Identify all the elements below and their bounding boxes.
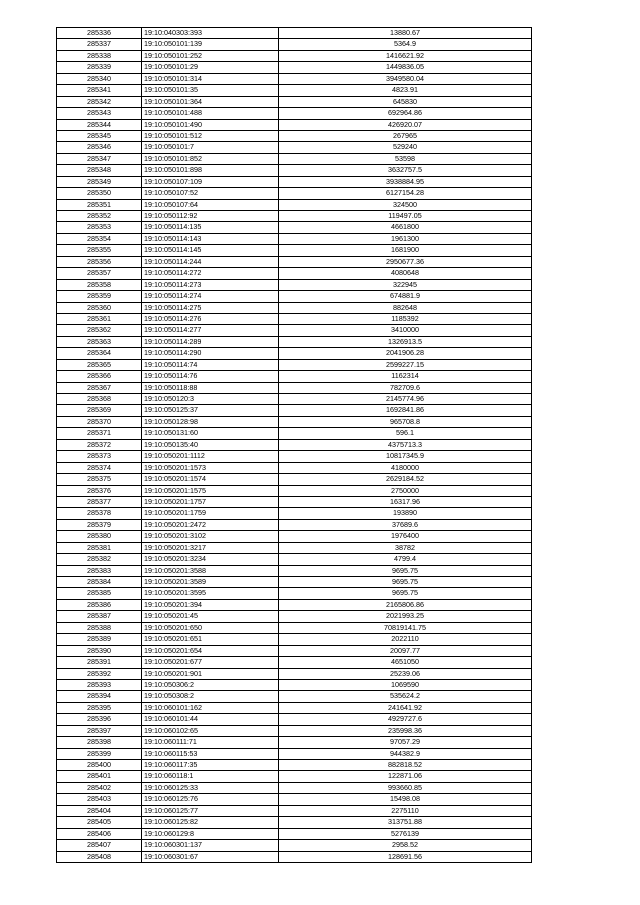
table-row (57, 554, 532, 565)
cadastral-number-cell: 19:10:050114:76 (142, 371, 279, 382)
table-row (57, 691, 532, 702)
amount-cell: 3949580.04 (279, 73, 532, 84)
record-number-cell: 285400 (57, 760, 142, 771)
amount-cell: 1185392 (279, 313, 532, 324)
table-row (57, 291, 532, 302)
amount-cell: 70819141.75 (279, 622, 532, 633)
amount-cell: 4661800 (279, 222, 532, 233)
table-row (57, 130, 532, 141)
record-number-cell: 285405 (57, 817, 142, 828)
cadastral-number-cell: 19:10:050201:3217 (142, 542, 279, 553)
cadastral-number-cell: 19:10:050201:3102 (142, 531, 279, 542)
table-row (57, 462, 532, 473)
record-number-cell: 285375 (57, 474, 142, 485)
amount-cell: 882818.52 (279, 760, 532, 771)
cadastral-number-cell: 19:10:060101:162 (142, 702, 279, 713)
cadastral-number-cell: 19:10:050201:394 (142, 599, 279, 610)
cadastral-number-cell: 19:10:050101:139 (142, 39, 279, 50)
table-row (57, 531, 532, 542)
record-number-cell: 285387 (57, 611, 142, 622)
amount-cell: 674881.9 (279, 291, 532, 302)
cadastral-number-cell: 19:10:050201:1575 (142, 485, 279, 496)
cadastral-number-cell: 19:10:060301:137 (142, 840, 279, 851)
table-row (57, 325, 532, 336)
record-number-cell: 285361 (57, 313, 142, 324)
table-row (57, 416, 532, 427)
table-row (57, 622, 532, 633)
cadastral-number-cell: 19:10:050114:145 (142, 245, 279, 256)
cadastral-number-cell: 19:10:050101:314 (142, 73, 279, 84)
cadastral-number-cell: 19:10:050135:40 (142, 439, 279, 450)
table-row (57, 119, 532, 130)
cadastral-number-cell: 19:10:050107:52 (142, 188, 279, 199)
table-row (57, 565, 532, 576)
cadastral-number-cell: 19:10:060125:77 (142, 805, 279, 816)
record-number-cell: 285357 (57, 268, 142, 279)
cadastral-number-cell: 19:10:050201:901 (142, 668, 279, 679)
amount-cell: 4823.91 (279, 85, 532, 96)
table-row (57, 496, 532, 507)
amount-cell: 2950677.36 (279, 256, 532, 267)
cadastral-number-cell: 19:10:050112:92 (142, 211, 279, 222)
cadastral-number-cell: 19:10:050101:852 (142, 153, 279, 164)
record-number-cell: 285353 (57, 222, 142, 233)
amount-cell: 2275110 (279, 805, 532, 816)
table-row (57, 805, 532, 816)
table-row (57, 782, 532, 793)
cadastral-number-cell: 19:10:050101:488 (142, 108, 279, 119)
record-number-cell: 285364 (57, 348, 142, 359)
cadastral-number-cell: 19:10:060129:8 (142, 828, 279, 839)
table-row (57, 268, 532, 279)
record-number-cell: 285359 (57, 291, 142, 302)
table-row (57, 668, 532, 679)
amount-cell: 313751.88 (279, 817, 532, 828)
table-row (57, 348, 532, 359)
cadastral-number-cell: 19:10:050201:1759 (142, 508, 279, 519)
cadastral-number-cell: 19:10:050101:364 (142, 96, 279, 107)
cadastral-number-cell: 19:10:050101:490 (142, 119, 279, 130)
amount-cell: 4799.4 (279, 554, 532, 565)
cadastral-number-cell: 19:10:050101:7 (142, 142, 279, 153)
table-row (57, 313, 532, 324)
table-row (57, 599, 532, 610)
table-row (57, 611, 532, 622)
record-number-cell: 285407 (57, 840, 142, 851)
cadastral-number-cell: 19:10:060102:65 (142, 725, 279, 736)
records-table-body (57, 28, 532, 863)
amount-cell: 944382.9 (279, 748, 532, 759)
table-row (57, 645, 532, 656)
record-number-cell: 285349 (57, 176, 142, 187)
amount-cell: 2021993.25 (279, 611, 532, 622)
table-row (57, 176, 532, 187)
table-row (57, 153, 532, 164)
records-table (56, 27, 532, 863)
cadastral-number-cell: 19:10:050114:275 (142, 302, 279, 313)
table-row (57, 828, 532, 839)
cadastral-number-cell: 19:10:050201:677 (142, 657, 279, 668)
record-number-cell: 285363 (57, 336, 142, 347)
record-number-cell: 285379 (57, 519, 142, 530)
amount-cell: 4080648 (279, 268, 532, 279)
record-number-cell: 285368 (57, 394, 142, 405)
cadastral-number-cell: 19:10:050101:35 (142, 85, 279, 96)
table-row (57, 279, 532, 290)
record-number-cell: 285391 (57, 657, 142, 668)
table-row (57, 50, 532, 61)
cadastral-number-cell: 19:10:050114:276 (142, 313, 279, 324)
amount-cell: 37689.6 (279, 519, 532, 530)
amount-cell: 596.1 (279, 428, 532, 439)
cadastral-number-cell: 19:10:050201:654 (142, 645, 279, 656)
record-number-cell: 285362 (57, 325, 142, 336)
record-number-cell: 285401 (57, 771, 142, 782)
table-row (57, 199, 532, 210)
amount-cell: 692964.86 (279, 108, 532, 119)
record-number-cell: 285385 (57, 588, 142, 599)
record-number-cell: 285339 (57, 62, 142, 73)
table-row (57, 142, 532, 153)
amount-cell: 2022110 (279, 634, 532, 645)
table-row (57, 771, 532, 782)
amount-cell: 1162314 (279, 371, 532, 382)
table-row (57, 657, 532, 668)
record-number-cell: 285378 (57, 508, 142, 519)
cadastral-number-cell: 19:10:050101:898 (142, 165, 279, 176)
table-row (57, 737, 532, 748)
table-row (57, 108, 532, 119)
amount-cell: 529240 (279, 142, 532, 153)
amount-cell: 5364.9 (279, 39, 532, 50)
cadastral-number-cell: 19:10:050201:3234 (142, 554, 279, 565)
table-row (57, 439, 532, 450)
record-number-cell: 285356 (57, 256, 142, 267)
table-row (57, 702, 532, 713)
table-row (57, 62, 532, 73)
record-number-cell: 285397 (57, 725, 142, 736)
amount-cell: 2750000 (279, 485, 532, 496)
amount-cell: 2599227.15 (279, 359, 532, 370)
amount-cell: 1681900 (279, 245, 532, 256)
record-number-cell: 285392 (57, 668, 142, 679)
amount-cell: 2958.52 (279, 840, 532, 851)
table-row (57, 256, 532, 267)
amount-cell: 20097.77 (279, 645, 532, 656)
cadastral-number-cell: 19:10:050114:274 (142, 291, 279, 302)
record-number-cell: 285344 (57, 119, 142, 130)
cadastral-number-cell: 19:10:050101:252 (142, 50, 279, 61)
table-row (57, 233, 532, 244)
record-number-cell: 285337 (57, 39, 142, 50)
cadastral-number-cell: 19:10:060101:44 (142, 714, 279, 725)
cadastral-number-cell: 19:10:050201:3588 (142, 565, 279, 576)
amount-cell: 645830 (279, 96, 532, 107)
amount-cell: 1976400 (279, 531, 532, 542)
table-row (57, 165, 532, 176)
record-number-cell: 285345 (57, 130, 142, 141)
record-number-cell: 285355 (57, 245, 142, 256)
amount-cell: 322945 (279, 279, 532, 290)
table-row (57, 85, 532, 96)
cadastral-number-cell: 19:10:050118:88 (142, 382, 279, 393)
table-row (57, 302, 532, 313)
amount-cell: 4929727.6 (279, 714, 532, 725)
record-number-cell: 285406 (57, 828, 142, 839)
table-row (57, 359, 532, 370)
cadastral-number-cell: 19:10:040303:393 (142, 28, 279, 39)
table-row (57, 679, 532, 690)
amount-cell: 2041906.28 (279, 348, 532, 359)
record-number-cell: 285343 (57, 108, 142, 119)
cadastral-number-cell: 19:10:060125:82 (142, 817, 279, 828)
amount-cell: 3938884.95 (279, 176, 532, 187)
table-row (57, 588, 532, 599)
record-number-cell: 285380 (57, 531, 142, 542)
amount-cell: 2145774.96 (279, 394, 532, 405)
amount-cell: 965708.8 (279, 416, 532, 427)
record-number-cell: 285370 (57, 416, 142, 427)
record-number-cell: 285382 (57, 554, 142, 565)
amount-cell: 324500 (279, 199, 532, 210)
cadastral-number-cell: 19:10:050101:29 (142, 62, 279, 73)
cadastral-number-cell: 19:10:050308:2 (142, 691, 279, 702)
cadastral-number-cell: 19:10:060301:67 (142, 851, 279, 862)
amount-cell: 882648 (279, 302, 532, 313)
record-number-cell: 285398 (57, 737, 142, 748)
record-number-cell: 285347 (57, 153, 142, 164)
table-row (57, 451, 532, 462)
amount-cell: 193890 (279, 508, 532, 519)
cadastral-number-cell: 19:10:050128:98 (142, 416, 279, 427)
record-number-cell: 285352 (57, 211, 142, 222)
table-row (57, 371, 532, 382)
cadastral-number-cell: 19:10:050201:3589 (142, 577, 279, 588)
record-number-cell: 285402 (57, 782, 142, 793)
record-number-cell: 285365 (57, 359, 142, 370)
amount-cell: 25239.06 (279, 668, 532, 679)
table-row (57, 748, 532, 759)
record-number-cell: 285351 (57, 199, 142, 210)
amount-cell: 9695.75 (279, 577, 532, 588)
table-row (57, 519, 532, 530)
table-row (57, 634, 532, 645)
table-row (57, 222, 532, 233)
table-row (57, 405, 532, 416)
record-number-cell: 285408 (57, 851, 142, 862)
record-number-cell: 285350 (57, 188, 142, 199)
cadastral-number-cell: 19:10:050201:1112 (142, 451, 279, 462)
record-number-cell: 285393 (57, 679, 142, 690)
amount-cell: 5276139 (279, 828, 532, 839)
record-number-cell: 285395 (57, 702, 142, 713)
cadastral-number-cell: 19:10:050125:37 (142, 405, 279, 416)
amount-cell: 2165806.86 (279, 599, 532, 610)
table-row (57, 428, 532, 439)
amount-cell: 3632757.5 (279, 165, 532, 176)
cadastral-number-cell: 19:10:050114:135 (142, 222, 279, 233)
cadastral-number-cell: 19:10:050114:272 (142, 268, 279, 279)
record-number-cell: 285386 (57, 599, 142, 610)
table-row (57, 577, 532, 588)
amount-cell: 10817345.9 (279, 451, 532, 462)
cadastral-number-cell: 19:10:050107:64 (142, 199, 279, 210)
table-row (57, 28, 532, 39)
amount-cell: 9695.75 (279, 588, 532, 599)
table-row (57, 96, 532, 107)
record-number-cell: 285354 (57, 233, 142, 244)
record-number-cell: 285396 (57, 714, 142, 725)
record-number-cell: 285399 (57, 748, 142, 759)
record-number-cell: 285360 (57, 302, 142, 313)
record-number-cell: 285388 (57, 622, 142, 633)
record-number-cell: 285346 (57, 142, 142, 153)
record-number-cell: 285366 (57, 371, 142, 382)
record-number-cell: 285367 (57, 382, 142, 393)
amount-cell: 4180000 (279, 462, 532, 473)
amount-cell: 122871.06 (279, 771, 532, 782)
cadastral-number-cell: 19:10:050114:273 (142, 279, 279, 290)
amount-cell: 1326913.5 (279, 336, 532, 347)
record-number-cell: 285390 (57, 645, 142, 656)
record-number-cell: 285394 (57, 691, 142, 702)
amount-cell: 1416621.92 (279, 50, 532, 61)
table-row (57, 760, 532, 771)
amount-cell: 241641.92 (279, 702, 532, 713)
table-row (57, 840, 532, 851)
record-number-cell: 285358 (57, 279, 142, 290)
cadastral-number-cell: 19:10:050114:289 (142, 336, 279, 347)
table-row (57, 382, 532, 393)
table-row (57, 851, 532, 862)
amount-cell: 13880.67 (279, 28, 532, 39)
cadastral-number-cell: 19:10:050306:2 (142, 679, 279, 690)
cadastral-number-cell: 19:10:050114:277 (142, 325, 279, 336)
cadastral-number-cell: 19:10:060111:71 (142, 737, 279, 748)
amount-cell: 128691.56 (279, 851, 532, 862)
cadastral-number-cell: 19:10:050120:3 (142, 394, 279, 405)
cadastral-number-cell: 19:10:050201:3595 (142, 588, 279, 599)
table-row (57, 725, 532, 736)
amount-cell: 782709.6 (279, 382, 532, 393)
table-row (57, 211, 532, 222)
amount-cell: 9695.75 (279, 565, 532, 576)
amount-cell: 1692841.86 (279, 405, 532, 416)
cadastral-number-cell: 19:10:060125:76 (142, 794, 279, 805)
table-row (57, 188, 532, 199)
table-row (57, 714, 532, 725)
record-number-cell: 285372 (57, 439, 142, 450)
record-number-cell: 285340 (57, 73, 142, 84)
amount-cell: 3410000 (279, 325, 532, 336)
amount-cell: 535624.2 (279, 691, 532, 702)
record-number-cell: 285348 (57, 165, 142, 176)
record-number-cell: 285381 (57, 542, 142, 553)
amount-cell: 235998.36 (279, 725, 532, 736)
amount-cell: 1449836.05 (279, 62, 532, 73)
cadastral-number-cell: 19:10:050101:512 (142, 130, 279, 141)
amount-cell: 2629184.52 (279, 474, 532, 485)
amount-cell: 267965 (279, 130, 532, 141)
table-row (57, 542, 532, 553)
record-number-cell: 285377 (57, 496, 142, 507)
cadastral-number-cell: 19:10:060125:33 (142, 782, 279, 793)
amount-cell: 15498.08 (279, 794, 532, 805)
cadastral-number-cell: 19:10:050114:74 (142, 359, 279, 370)
table-row (57, 508, 532, 519)
record-number-cell: 285336 (57, 28, 142, 39)
amount-cell: 16317.96 (279, 496, 532, 507)
record-number-cell: 285374 (57, 462, 142, 473)
amount-cell: 97057.29 (279, 737, 532, 748)
record-number-cell: 285338 (57, 50, 142, 61)
amount-cell: 426920.07 (279, 119, 532, 130)
record-number-cell: 285341 (57, 85, 142, 96)
record-number-cell: 285369 (57, 405, 142, 416)
cadastral-number-cell: 19:10:050201:1757 (142, 496, 279, 507)
amount-cell: 6127154.28 (279, 188, 532, 199)
cadastral-number-cell: 19:10:050201:2472 (142, 519, 279, 530)
amount-cell: 53598 (279, 153, 532, 164)
record-number-cell: 285383 (57, 565, 142, 576)
table-row (57, 39, 532, 50)
cadastral-number-cell: 19:10:050114:290 (142, 348, 279, 359)
table-row (57, 817, 532, 828)
record-number-cell: 285389 (57, 634, 142, 645)
table-row (57, 794, 532, 805)
cadastral-number-cell: 19:10:050131:60 (142, 428, 279, 439)
amount-cell: 119497.05 (279, 211, 532, 222)
cadastral-number-cell: 19:10:060117:35 (142, 760, 279, 771)
record-number-cell: 285376 (57, 485, 142, 496)
cadastral-number-cell: 19:10:060115:53 (142, 748, 279, 759)
cadastral-number-cell: 19:10:060118:1 (142, 771, 279, 782)
table-row (57, 245, 532, 256)
amount-cell: 4375713.3 (279, 439, 532, 450)
amount-cell: 1069590 (279, 679, 532, 690)
cadastral-number-cell: 19:10:050201:650 (142, 622, 279, 633)
record-number-cell: 285342 (57, 96, 142, 107)
cadastral-number-cell: 19:10:050201:651 (142, 634, 279, 645)
table-row (57, 474, 532, 485)
amount-cell: 38782 (279, 542, 532, 553)
record-number-cell: 285384 (57, 577, 142, 588)
table-row (57, 394, 532, 405)
table-row (57, 73, 532, 84)
cadastral-number-cell: 19:10:050107:109 (142, 176, 279, 187)
amount-cell: 993660.85 (279, 782, 532, 793)
amount-cell: 4651050 (279, 657, 532, 668)
cadastral-number-cell: 19:10:050201:1574 (142, 474, 279, 485)
table-row (57, 336, 532, 347)
amount-cell: 1961300 (279, 233, 532, 244)
cadastral-number-cell: 19:10:050201:1573 (142, 462, 279, 473)
record-number-cell: 285404 (57, 805, 142, 816)
record-number-cell: 285403 (57, 794, 142, 805)
cadastral-number-cell: 19:10:050114:143 (142, 233, 279, 244)
record-number-cell: 285371 (57, 428, 142, 439)
table-row (57, 485, 532, 496)
cadastral-number-cell: 19:10:050114:244 (142, 256, 279, 267)
record-number-cell: 285373 (57, 451, 142, 462)
cadastral-number-cell: 19:10:050201:45 (142, 611, 279, 622)
